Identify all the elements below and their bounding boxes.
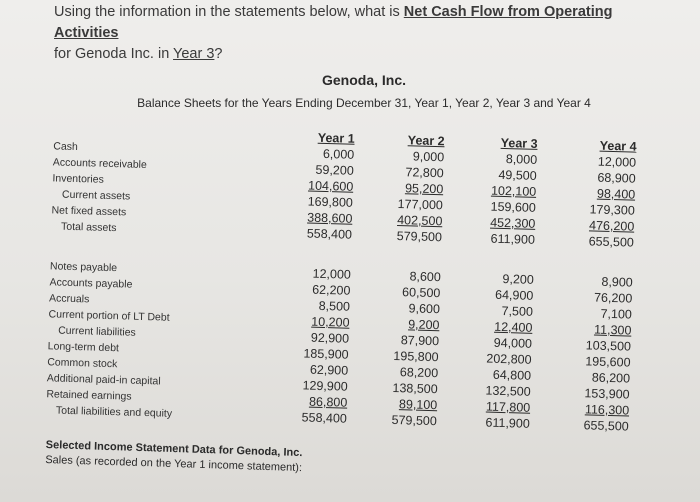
label-apic: Additional paid-in capital — [46, 372, 161, 388]
sales-line: Sales (as recorded on the Year 1 income statement): — [45, 453, 303, 475]
cell: 68,900 — [597, 170, 636, 186]
cell: 138,500 — [392, 380, 438, 397]
cell: 476,200 — [588, 218, 635, 234]
cell: 611,900 — [490, 231, 536, 247]
label-notes-payable: Notes payable — [49, 260, 118, 275]
cell: 9,000 — [412, 149, 445, 165]
cell: 103,500 — [585, 338, 632, 354]
cell: 98,400 — [596, 186, 636, 202]
cell: 579,500 — [391, 412, 437, 429]
label-inventories: Inventories — [52, 172, 104, 186]
label-current-liabilities: Current liabilities — [58, 324, 136, 339]
cell: 60,500 — [401, 285, 441, 301]
statement-subtitle: Balance Sheets for the Years Ending December 31, Year 1, Year 2, Year 3 and Year 4 — [137, 96, 591, 110]
year-header: Year 3 — [500, 135, 538, 151]
cell: 655,500 — [588, 234, 635, 250]
row-labels — [46, 138, 180, 421]
year-2-column — [387, 132, 445, 429]
label-accruals: Accruals — [48, 292, 90, 306]
cell: 86,800 — [308, 394, 348, 410]
cell: 169,800 — [307, 194, 354, 210]
year-4-column — [577, 137, 637, 434]
cell: 72,800 — [405, 165, 444, 181]
year-1-column — [297, 129, 355, 426]
cell: 86,200 — [591, 370, 631, 386]
cell: 402,500 — [397, 213, 443, 229]
label-total-liabilities-equity: Total liabilities and equity — [55, 404, 173, 420]
question-text: Using the information in the statements below, what is Net Cash Flow from Operating Activities for Genoda Inc. in Year 3? — [54, 4, 613, 62]
cell: 68,200 — [399, 365, 439, 381]
cell: 76,200 — [593, 290, 633, 306]
cell: 9,200 — [408, 317, 440, 333]
cell: 9,600 — [408, 301, 441, 317]
label-current-portion-ltd: Current portion of LT Debt — [48, 308, 170, 324]
cell: 7,500 — [501, 303, 534, 319]
cell: 87,900 — [400, 333, 440, 349]
cell: 8,500 — [318, 298, 351, 314]
cell: 12,400 — [494, 319, 533, 335]
cell: 92,900 — [310, 330, 350, 346]
income-statement-title: Selected Income Statement Data for Genoda, Inc. — [45, 438, 303, 460]
cell: 129,900 — [302, 378, 348, 394]
year-3-column — [480, 135, 538, 432]
cell: 179,300 — [589, 202, 635, 218]
year-header: Year 2 — [407, 133, 445, 149]
label-cash: Cash — [53, 140, 78, 154]
cell: 159,600 — [490, 199, 536, 215]
cell: 8,900 — [601, 274, 633, 290]
cell: 195,800 — [393, 348, 439, 365]
label-accounts-payable: Accounts payable — [49, 276, 133, 291]
cell: 7,100 — [600, 306, 633, 322]
cell: 10,200 — [311, 314, 350, 330]
cell: 11,300 — [593, 322, 632, 338]
cell: 102,100 — [490, 183, 537, 199]
year-header: Year 4 — [599, 138, 637, 154]
cell: 579,500 — [396, 229, 443, 245]
cell: 59,200 — [315, 162, 354, 178]
label-current-assets: Current assets — [61, 188, 131, 203]
cell: 49,500 — [498, 167, 537, 183]
cell: 202,800 — [486, 351, 532, 367]
cell: 195,600 — [585, 354, 631, 370]
cell: 655,500 — [583, 418, 629, 434]
cell: 177,000 — [397, 197, 444, 213]
cell: 116,300 — [584, 402, 630, 418]
year-header: Year 1 — [317, 130, 355, 146]
cell: 558,400 — [306, 226, 353, 242]
label-retained-earnings: Retained earnings — [46, 388, 132, 403]
label-long-term-debt: Long-term debt — [47, 340, 120, 355]
cell: 9,200 — [502, 271, 534, 287]
cell: 94,000 — [493, 335, 533, 351]
question-highlight: Net Cash Flow from Operating Activities — [54, 4, 613, 41]
question-year: Year 3 — [173, 46, 215, 62]
label-total-assets: Total assets — [60, 220, 117, 235]
cell: 12,000 — [597, 154, 637, 170]
label-common-stock: Common stock — [47, 356, 118, 371]
cell: 64,800 — [492, 367, 532, 383]
cell: 185,900 — [303, 346, 349, 362]
cell: 95,200 — [404, 181, 444, 197]
company-name: Genoda, Inc. — [321, 72, 406, 88]
cell: 62,200 — [311, 282, 351, 298]
label-accounts-receivable: Accounts receivable — [52, 156, 147, 171]
cell: 8,600 — [409, 269, 442, 285]
cell: 6,000 — [322, 146, 355, 162]
cell: 89,100 — [398, 397, 438, 413]
cell: 62,900 — [309, 362, 349, 378]
cell: 452,300 — [489, 215, 536, 231]
cell: 153,900 — [584, 386, 630, 402]
cell: 388,600 — [307, 210, 353, 226]
label-net-fixed-assets: Net fixed assets — [51, 204, 127, 219]
cell: 132,500 — [485, 383, 531, 399]
cell: 8,000 — [505, 152, 538, 167]
cell: 117,800 — [485, 399, 531, 415]
cell: 558,400 — [301, 410, 348, 426]
cell: 611,900 — [485, 415, 530, 431]
cell: 12,000 — [312, 266, 352, 282]
cell: 64,900 — [494, 287, 534, 303]
cell: 104,600 — [307, 178, 354, 194]
